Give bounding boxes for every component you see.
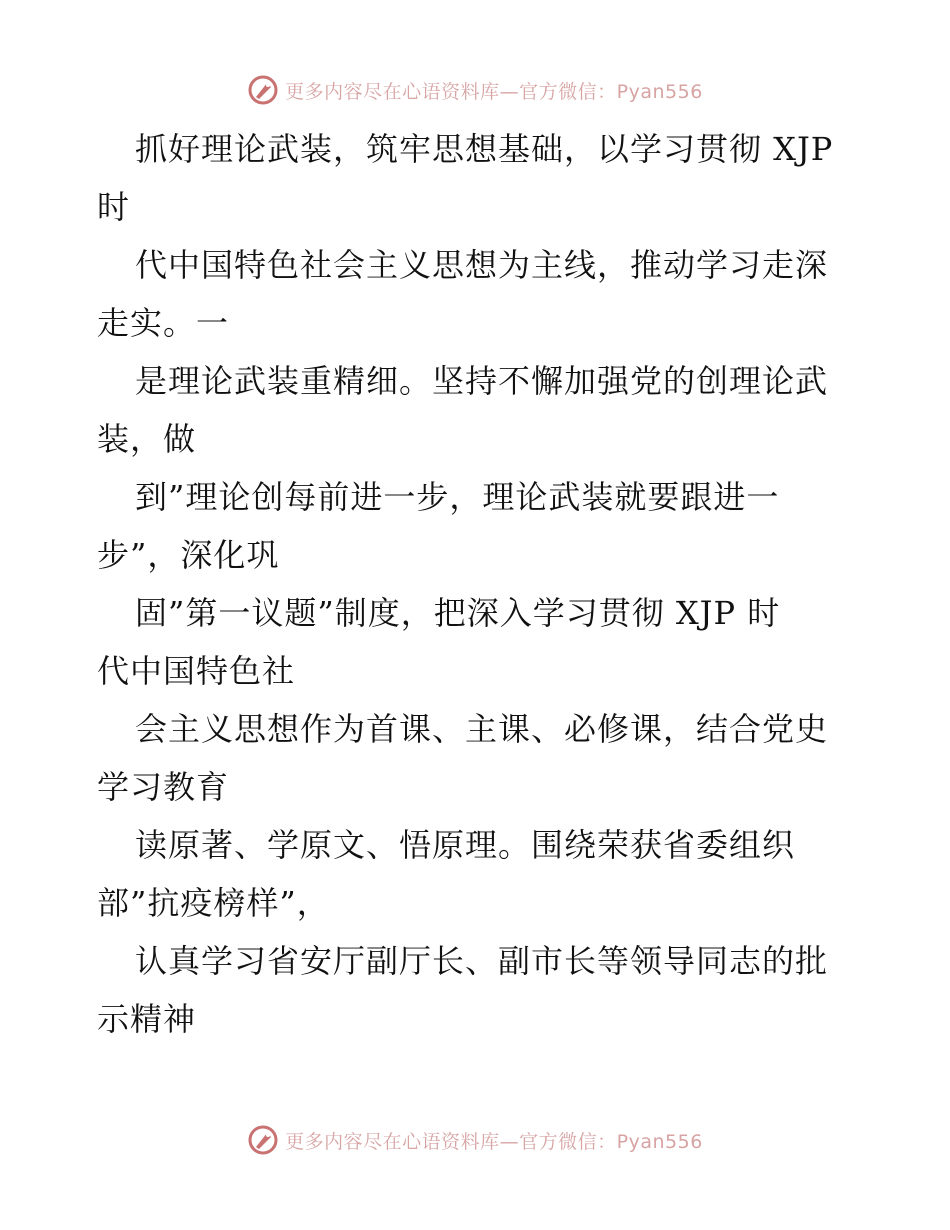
text-line: 会主义思想作为首课、主课、必修课，结合党史 bbox=[135, 710, 829, 748]
document-body bbox=[97, 120, 857, 1048]
paragraph-line-pair bbox=[97, 352, 857, 468]
text-line: 部”抗疫榜样”， bbox=[97, 884, 330, 922]
text-line: 时 bbox=[97, 188, 131, 226]
header-watermark-text: 更多内容尽在心语资料库—官方微信：Pyan556 bbox=[285, 80, 703, 103]
paragraph-line-pair bbox=[97, 816, 857, 932]
header-watermark bbox=[0, 70, 950, 110]
text-line: 走实。一 bbox=[97, 304, 230, 342]
text-line: 装，做 bbox=[97, 420, 197, 458]
pen-nib-logo-icon bbox=[247, 1124, 279, 1156]
text-line: 学习教育 bbox=[97, 768, 230, 806]
text-line: 读原著、学原文、悟原理。围绕荣获省委组织 bbox=[135, 826, 796, 864]
paragraph-line-pair bbox=[97, 584, 857, 700]
text-line: 代中国特色社 bbox=[97, 652, 296, 690]
text-line: 是理论武装重精细。坚持不懈加强党的创理论武 bbox=[135, 362, 829, 400]
paragraph-line-pair bbox=[97, 468, 857, 584]
text-line: 固”第一议题”制度，把深入学习贯彻 XJP 时 bbox=[135, 594, 781, 632]
paragraph-line-pair bbox=[97, 932, 857, 1048]
text-line: 抓好理论武装，筑牢思想基础，以学习贯彻 XJP bbox=[135, 130, 834, 168]
text-line: 认真学习省安厅副厅长、副市长等领导同志的批 bbox=[135, 942, 829, 980]
paragraph-line-pair bbox=[97, 236, 857, 352]
text-line: 步”，深化巩 bbox=[97, 536, 280, 574]
text-line: 示精神 bbox=[97, 1000, 197, 1038]
footer-watermark bbox=[0, 1120, 950, 1160]
paragraph-line-pair bbox=[97, 700, 857, 816]
pen-nib-logo-icon bbox=[247, 74, 279, 106]
footer-watermark-text: 更多内容尽在心语资料库—官方微信：Pyan556 bbox=[285, 1130, 703, 1153]
text-line: 到”理论创每前进一步，理论武装就要跟进一 bbox=[135, 478, 780, 516]
paragraph-line-pair bbox=[97, 120, 857, 236]
text-line: 代中国特色社会主义思想为主线，推动学习走深 bbox=[135, 246, 829, 284]
